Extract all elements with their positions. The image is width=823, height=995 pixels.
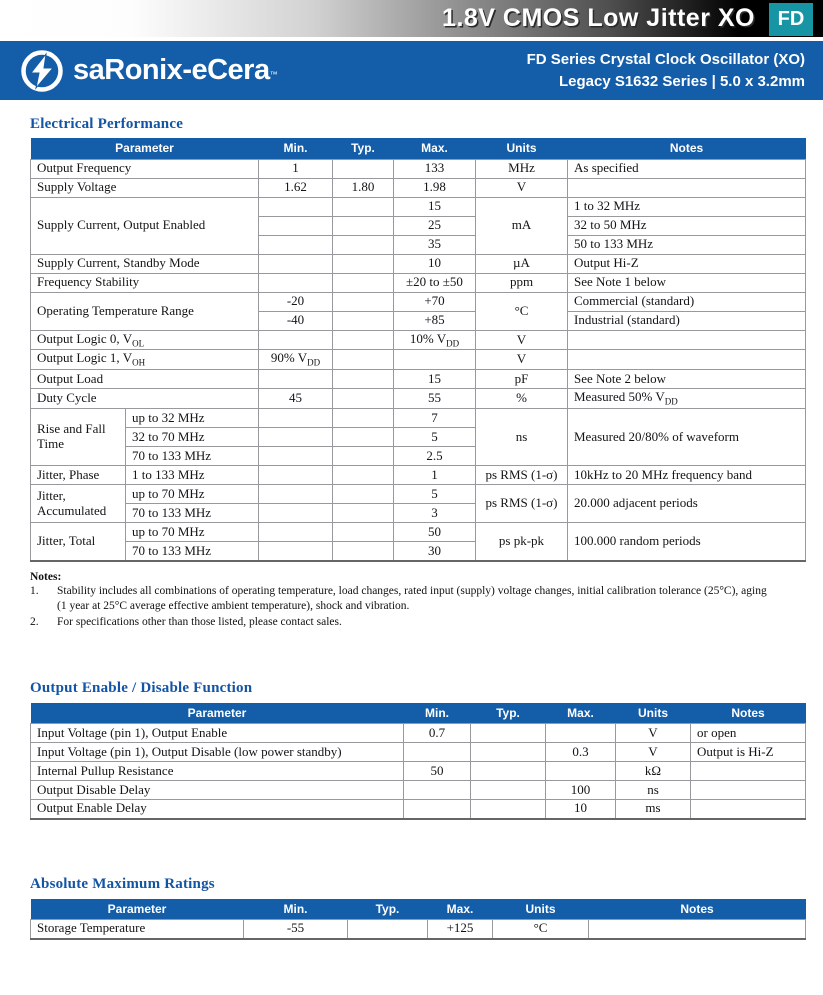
table-cell: 133 [394, 159, 476, 178]
table-cell: Storage Temperature [31, 920, 244, 939]
table-cell: 1.98 [394, 178, 476, 197]
product-line-2: Legacy S1632 Series | 5.0 x 3.2mm [558, 72, 805, 90]
note-number: 2. [30, 615, 39, 628]
table-cell: 100.000 random periods [568, 523, 806, 561]
table-cell [259, 370, 333, 389]
table-row [31, 273, 806, 292]
table-cell [691, 762, 806, 781]
table-row [31, 485, 806, 504]
table-cell: As specified [568, 159, 806, 178]
product-line-1: FD Series Crystal Clock Oscillator (XO) [526, 50, 805, 68]
table-cell: 1 [259, 159, 333, 178]
table-cell [333, 504, 394, 523]
table-cell: 32 to 70 MHz [126, 428, 259, 447]
table-row [31, 389, 806, 409]
notes-title: Notes: [30, 570, 62, 583]
table-cell: Industrial (standard) [568, 311, 806, 330]
table-cell: +85 [394, 311, 476, 330]
table-cell [333, 447, 394, 466]
table-cell: Output Load [31, 370, 259, 389]
table-cell: 32 to 50 MHz [568, 216, 806, 235]
table-cell [259, 330, 333, 350]
table-cell [333, 292, 394, 311]
table-row [31, 350, 806, 370]
table-cell: 70 to 133 MHz [126, 542, 259, 561]
table-cell: -55 [244, 920, 348, 939]
table-cell [333, 389, 394, 409]
page-content [0, 116, 823, 940]
table-cell [333, 235, 394, 254]
table-cell [259, 235, 333, 254]
table-cell: Duty Cycle [31, 389, 259, 409]
table-row [31, 800, 806, 819]
table-cell [333, 350, 394, 370]
table-cell: 1 [394, 466, 476, 485]
table-cell: Measured 50% $V_{DD}$ [568, 389, 806, 409]
table-cell: ±20 to ±50 [394, 273, 476, 292]
product-info [527, 49, 805, 93]
table-cell [471, 781, 546, 800]
brand-banner [0, 41, 823, 100]
table-row [31, 159, 806, 178]
table-cell [568, 330, 806, 350]
table-cell: up to 70 MHz [126, 523, 259, 542]
table-cell: V [616, 724, 691, 743]
table-cell: V [476, 350, 568, 370]
table-cell [333, 273, 394, 292]
page-title: 1.8V CMOS Low Jitter XO [442, 4, 755, 32]
table-cell: ps pk-pk [476, 523, 568, 561]
table-cell [259, 273, 333, 292]
note-item [30, 615, 805, 630]
table-cell: V [476, 178, 568, 197]
table-cell: µA [476, 254, 568, 273]
table-cell: +125 [428, 920, 493, 939]
table-cell: 55 [394, 389, 476, 409]
table-cell [471, 724, 546, 743]
table-cell [259, 466, 333, 485]
table-cell [333, 216, 394, 235]
section-title-absolute-maximum-ratings: Absolute Maximum Ratings [30, 875, 215, 892]
table-cell: Output is Hi-Z [691, 743, 806, 762]
table-cell [259, 542, 333, 561]
table-cell [333, 428, 394, 447]
table-cell: Input Voltage (pin 1), Output Disable (low power standby) [31, 743, 404, 762]
table-row [31, 254, 806, 273]
table-cell: up to 70 MHz [126, 485, 259, 504]
column-header: Typ. [348, 899, 428, 920]
table-cell [333, 370, 394, 389]
table-cell: Output Frequency [31, 159, 259, 178]
column-header: Parameter [31, 138, 259, 159]
table-cell: 10% $V_{DD}$ [394, 330, 476, 350]
table-row [31, 370, 806, 389]
table-cell: 15 [394, 370, 476, 389]
table-cell: ps RMS (1-σ) [476, 485, 568, 523]
table-row [31, 466, 806, 485]
table-cell [259, 197, 333, 216]
note-item [30, 584, 805, 614]
column-header: Max. [394, 138, 476, 159]
header-row [31, 703, 806, 724]
table-cell: ppm [476, 273, 568, 292]
table-cell: 10 [546, 800, 616, 819]
trademark-symbol: ™ [269, 70, 278, 79]
table-cell [404, 743, 471, 762]
table-cell: 0.3 [546, 743, 616, 762]
table-cell [589, 920, 806, 939]
table-cell: Supply Voltage [31, 178, 259, 197]
table-cell [259, 485, 333, 504]
table-cell [259, 523, 333, 542]
table-row [31, 724, 806, 743]
note-number: 1. [30, 584, 39, 597]
table-cell [333, 485, 394, 504]
column-header: Min. [244, 899, 348, 920]
table-cell: 0.7 [404, 724, 471, 743]
table-row [31, 781, 806, 800]
table-cell: 45 [259, 389, 333, 409]
column-header: Parameter [31, 899, 244, 920]
table-row [31, 197, 806, 216]
table-cell: See Note 1 below [568, 273, 806, 292]
table-cell: ns [616, 781, 691, 800]
table-cell: 90% $V_{DD}$ [259, 350, 333, 370]
column-header: Parameter [31, 703, 404, 724]
table-cell: mA [476, 197, 568, 254]
logo-wordmark: saRonix-eCera [73, 54, 270, 86]
table-cell [333, 542, 394, 561]
table-cell: 10 [394, 254, 476, 273]
table-cell [259, 409, 333, 428]
table-cell [333, 466, 394, 485]
table-cell: 7 [394, 409, 476, 428]
table-cell: Supply Current, Output Enabled [31, 197, 259, 254]
table-cell: 15 [394, 197, 476, 216]
saronix-logo [20, 49, 278, 93]
table-cell: °C [493, 920, 589, 939]
table-cell: Commercial (standard) [568, 292, 806, 311]
table-cell: % [476, 389, 568, 409]
table-cell: 70 to 133 MHz [126, 447, 259, 466]
table-cell [333, 159, 394, 178]
column-header: Notes [691, 703, 806, 724]
header-row [31, 138, 806, 159]
table-cell [333, 409, 394, 428]
table-row [31, 330, 806, 350]
table-cell [333, 523, 394, 542]
column-header: Notes [589, 899, 806, 920]
table-cell [348, 920, 428, 939]
column-header: Units [476, 138, 568, 159]
table-cell: Operating Temperature Range [31, 292, 259, 330]
table-cell [471, 762, 546, 781]
column-header: Units [493, 899, 589, 920]
table-cell: 25 [394, 216, 476, 235]
table-cell: Rise and Fall Time [31, 409, 126, 466]
table-row [31, 762, 806, 781]
column-header: Min. [259, 138, 333, 159]
table-cell: ps RMS (1-σ) [476, 466, 568, 485]
table-cell: 50 to 133 MHz [568, 235, 806, 254]
table-cell [404, 781, 471, 800]
table-cell [394, 350, 476, 370]
table-cell: Output Logic 1, $V_{OH}$ [31, 350, 259, 370]
table-row [31, 743, 806, 762]
table-row [31, 523, 806, 542]
table-cell: or open [691, 724, 806, 743]
table-cell [333, 311, 394, 330]
table-cell: 20.000 adjacent periods [568, 485, 806, 523]
table-cell: Jitter, Accumulated [31, 485, 126, 523]
table-cell: 1.80 [333, 178, 394, 197]
table-cell [333, 254, 394, 273]
column-header: Units [616, 703, 691, 724]
table-cell [568, 178, 806, 197]
table-cell [691, 781, 806, 800]
column-header: Typ. [471, 703, 546, 724]
table-cell: 30 [394, 542, 476, 561]
table-cell: °C [476, 292, 568, 330]
table-cell [546, 762, 616, 781]
table-cell: 50 [404, 762, 471, 781]
table-cell [259, 254, 333, 273]
table-cell: 1 to 133 MHz [126, 466, 259, 485]
table-cell: 70 to 133 MHz [126, 504, 259, 523]
section-title-output-enable-disable: Output Enable / Disable Function [30, 679, 253, 696]
table-cell [259, 428, 333, 447]
table-cell: up to 32 MHz [126, 409, 259, 428]
table-cell: 10kHz to 20 MHz frequency band [568, 466, 806, 485]
column-header: Notes [568, 138, 806, 159]
column-header: Max. [428, 899, 493, 920]
table-cell: Output Hi-Z [568, 254, 806, 273]
table-cell: kΩ [616, 762, 691, 781]
output-enable-disable-table [30, 703, 806, 820]
table-row [31, 292, 806, 311]
absolute-maximum-ratings-table [30, 899, 806, 940]
table-cell: 2.5 [394, 447, 476, 466]
table-cell [259, 504, 333, 523]
table-cell [471, 743, 546, 762]
table-cell: 1 to 32 MHz [568, 197, 806, 216]
lightning-bolt-icon [20, 49, 64, 93]
section-title-electrical-performance: Electrical Performance [30, 116, 184, 132]
table-cell: 35 [394, 235, 476, 254]
table-cell [568, 350, 806, 370]
column-header: Typ. [333, 138, 394, 159]
electrical-performance-table [30, 138, 806, 562]
table-cell [333, 330, 394, 350]
table-cell: Jitter, Phase [31, 466, 126, 485]
table-cell [333, 197, 394, 216]
table-cell: MHz [476, 159, 568, 178]
table-cell: +70 [394, 292, 476, 311]
table-cell [691, 800, 806, 819]
table-cell: Measured 20/80% of waveform [568, 409, 806, 466]
table-cell: pF [476, 370, 568, 389]
table-cell: ms [616, 800, 691, 819]
table-cell: Input Voltage (pin 1), Output Enable [31, 724, 404, 743]
table-cell: Internal Pullup Resistance [31, 762, 404, 781]
series-badge: FD [769, 3, 813, 36]
table-cell: See Note 2 below [568, 370, 806, 389]
column-header: Max. [546, 703, 616, 724]
table-cell: ns [476, 409, 568, 466]
table-cell: 5 [394, 428, 476, 447]
table-cell [546, 724, 616, 743]
note-text: Stability includes all combinations of operating temperature, load changes, rated input (supply) voltage changes, initial calibration tolerance (25°C), aging (1 year at 25°C average effective ambient temperature), shock and vibration. [57, 584, 767, 612]
table-cell [404, 800, 471, 819]
table-cell: 3 [394, 504, 476, 523]
table-cell: Jitter, Total [31, 523, 126, 561]
table-cell: Frequency Stability [31, 273, 259, 292]
table-cell: 50 [394, 523, 476, 542]
top-banner [0, 0, 823, 37]
table-row [31, 409, 806, 428]
table-row [31, 920, 806, 939]
table-cell [259, 216, 333, 235]
header-row [31, 899, 806, 920]
table-cell: Output Disable Delay [31, 781, 404, 800]
table-cell: Supply Current, Standby Mode [31, 254, 259, 273]
note-text: For specifications other than those listed, please contact sales. [57, 615, 342, 628]
table-cell: -20 [259, 292, 333, 311]
table-cell: 100 [546, 781, 616, 800]
table-cell: Output Logic 0, $V_{OL}$ [31, 330, 259, 350]
notes-section [30, 571, 805, 630]
table-row [31, 178, 806, 197]
column-header: Min. [404, 703, 471, 724]
table-cell [259, 447, 333, 466]
table-cell: 5 [394, 485, 476, 504]
table-cell: V [616, 743, 691, 762]
table-cell: Output Enable Delay [31, 800, 404, 819]
table-cell: -40 [259, 311, 333, 330]
table-cell: V [476, 330, 568, 350]
table-cell: 1.62 [259, 178, 333, 197]
table-cell [471, 800, 546, 819]
